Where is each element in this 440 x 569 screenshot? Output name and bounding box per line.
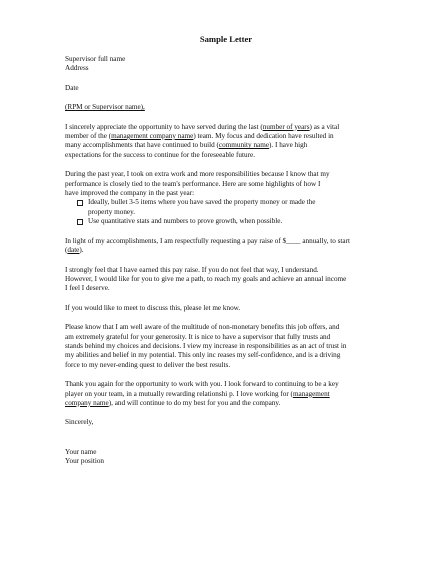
paragraph-line: performance is closely tied to the team's performance. Here are some highlights of how I bbox=[65, 179, 321, 188]
closing-text: Sincerely, bbox=[65, 418, 94, 427]
paragraph-line: many accomplishments that have continued to build (community name). I have high bbox=[65, 141, 308, 150]
date: Date bbox=[65, 83, 79, 92]
paragraph-thanks bbox=[65, 380, 387, 408]
salutation-text: (RPM or Supervisor name), bbox=[65, 103, 145, 112]
signature-name: Your name bbox=[65, 447, 97, 456]
checkbox-bullet-icon bbox=[77, 219, 83, 225]
placeholder-date: date bbox=[67, 246, 80, 255]
paragraph-highlights bbox=[65, 170, 387, 226]
paragraph-line: I strongly feel that I have earned this pay raise. If you do not feel that way, I understand. bbox=[65, 265, 319, 274]
placeholder-company: management company name bbox=[111, 132, 194, 141]
signature-block bbox=[65, 448, 387, 467]
paragraph-line: Please know that I am well aware of the multitude of non-monetary benefits this job offers, and bbox=[65, 323, 340, 332]
supervisor-name: Supervisor full name bbox=[65, 55, 126, 63]
placeholder-company: company name bbox=[65, 398, 109, 407]
paragraph-line: have improved the company in the past year: bbox=[65, 189, 195, 198]
paragraph-line: Thank you again for the opportunity to work with you. I look forward to continuing to be a key bbox=[65, 380, 339, 389]
paragraph-justification bbox=[65, 266, 387, 294]
paragraph-line: company name), and will continue to do my best for you and the company. bbox=[65, 398, 281, 407]
paragraph-line: player on your team, in a mutually rewarding relationshi p. I love working for (management bbox=[65, 389, 330, 398]
address: Address bbox=[65, 64, 89, 73]
letter-page bbox=[65, 34, 387, 477]
paragraph-request bbox=[65, 237, 387, 256]
paragraph-line: (date). bbox=[65, 246, 84, 255]
paragraph-line: expectations for the success to continue for the foreseeable future. bbox=[65, 150, 255, 159]
checkbox-bullet-icon bbox=[77, 200, 83, 206]
paragraph-benefits bbox=[65, 323, 387, 370]
paragraph-line: During the past year, I took on extra work and more responsibilities because I know that my bbox=[65, 170, 330, 179]
paragraph-line: member of the (management company name) team. My focus and dedication have resulted in bbox=[65, 132, 334, 141]
letter-title: Sample Letter bbox=[199, 34, 253, 44]
placeholder-community: community name bbox=[218, 141, 270, 150]
list-item: Ideally, bullet 3-5 items where you have saved the property money or made the property money. bbox=[65, 198, 387, 217]
list-item: Use quantitative stats and numbers to prove growth, when possible. bbox=[65, 217, 387, 226]
highlights-list bbox=[65, 198, 387, 226]
paragraph-line: However, I would like for you to give me a path, to reach my goals and achieve an annual income bbox=[65, 274, 347, 283]
signature-position: Your position bbox=[65, 457, 105, 466]
paragraph-line: If you would like to meet to discuss this, please let me know. bbox=[65, 303, 241, 312]
salutation bbox=[65, 103, 387, 112]
paragraph-line: I feel I deserve. bbox=[65, 284, 110, 293]
recipient-block bbox=[65, 55, 387, 74]
paragraph-line: I sincerely appreciate the opportunity to have served during the last (number of years) as a vital bbox=[65, 122, 340, 131]
paragraph-line: am extremely grateful for your generosity. It is nice to have a supervisor that fully trusts and bbox=[65, 332, 331, 341]
paragraph-meeting bbox=[65, 304, 387, 313]
paragraph-line: my abilities and belief in my potential. This only inc reases my self-confidence, and is a driving bbox=[65, 351, 341, 360]
placeholder-years: number of years bbox=[262, 122, 310, 131]
paragraph-line: stands behind my choices and decisions. I view my increase in responsibilities as an act of trust in bbox=[65, 341, 347, 350]
placeholder-company: management bbox=[292, 389, 330, 398]
paragraph-intro bbox=[65, 123, 387, 161]
date-line bbox=[65, 84, 387, 93]
paragraph-line: force to my never-ending quest to deliver the best results. bbox=[65, 360, 231, 369]
closing bbox=[65, 418, 387, 427]
paragraph-line: In light of my accomplishments, I am respectfully requesting a pay raise of $____ annually, to start bbox=[65, 236, 350, 245]
